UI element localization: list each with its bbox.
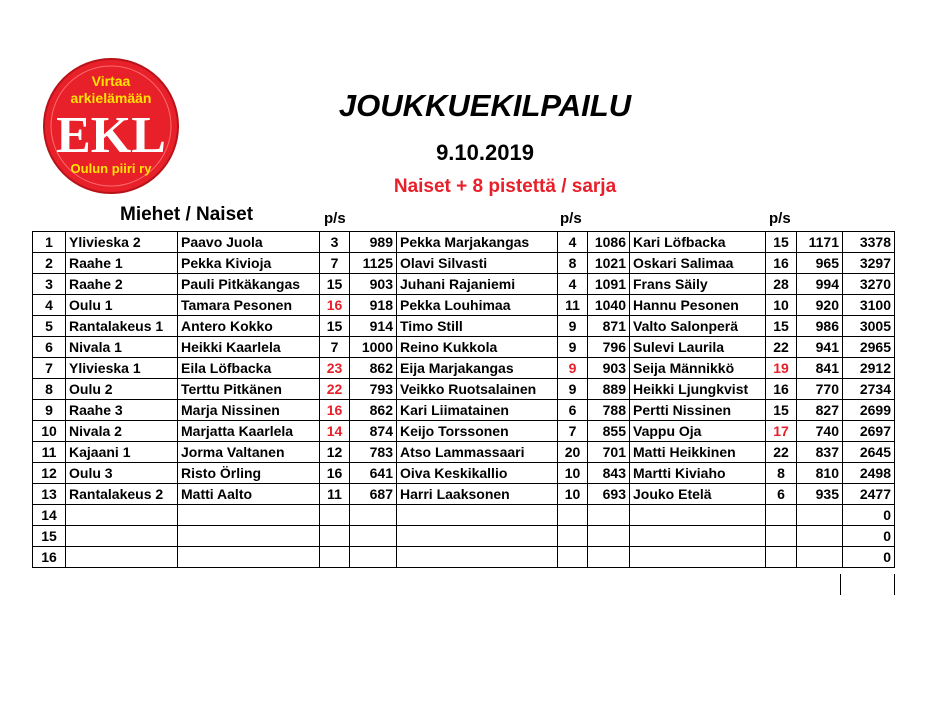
- table-row: [33, 337, 895, 358]
- player-2-result: 855: [588, 421, 630, 442]
- logo-main-text: EKL: [56, 107, 166, 164]
- player-2-result: 796: [588, 337, 630, 358]
- player-3-series: [766, 526, 797, 547]
- team-total: 3270: [843, 274, 895, 295]
- row-number: 15: [33, 526, 66, 547]
- player-1-series: 7: [320, 253, 350, 274]
- player-2-series: 4: [558, 232, 588, 253]
- team-name: Oulu 3: [66, 463, 178, 484]
- team-name: Ylivieska 1: [66, 358, 178, 379]
- player-1-series: 14: [320, 421, 350, 442]
- player-1-result: [350, 526, 397, 547]
- player-2-series: [558, 505, 588, 526]
- player-3-series: 16: [766, 253, 797, 274]
- row-number: 7: [33, 358, 66, 379]
- player-3-result: 810: [797, 463, 843, 484]
- table-row: [33, 253, 895, 274]
- player-1-series: 7: [320, 337, 350, 358]
- player-3-result: 935: [797, 484, 843, 505]
- player-2-name: Juhani Rajaniemi: [397, 274, 558, 295]
- player-3-result: [797, 526, 843, 547]
- player-2-series: [558, 547, 588, 568]
- team-name: Nivala 1: [66, 337, 178, 358]
- player-2-name: Oiva Keskikallio: [397, 463, 558, 484]
- player-1-result: [350, 505, 397, 526]
- player-2-result: 843: [588, 463, 630, 484]
- player-1-result: 918: [350, 295, 397, 316]
- player-3-name: Frans Säily: [630, 274, 766, 295]
- player-2-name: Atso Lammassaari: [397, 442, 558, 463]
- team-total: 0: [843, 526, 895, 547]
- row-number: 12: [33, 463, 66, 484]
- player-1-series: 15: [320, 316, 350, 337]
- player-2-result: 889: [588, 379, 630, 400]
- player-3-result: 1171: [797, 232, 843, 253]
- player-1-series: 11: [320, 484, 350, 505]
- player-2-name: Timo Still: [397, 316, 558, 337]
- player-3-name: Oskari Salimaa: [630, 253, 766, 274]
- row-number: 13: [33, 484, 66, 505]
- team-name: Ylivieska 2: [66, 232, 178, 253]
- table-row: [33, 547, 895, 568]
- player-1-name: Antero Kokko: [178, 316, 320, 337]
- player-2-series: 8: [558, 253, 588, 274]
- player-2-name: Pekka Louhimaa: [397, 295, 558, 316]
- table-row: [33, 274, 895, 295]
- player-1-series: 16: [320, 463, 350, 484]
- team-total: 2645: [843, 442, 895, 463]
- player-1-name: Marja Nissinen: [178, 400, 320, 421]
- player-3-result: 994: [797, 274, 843, 295]
- player-2-result: 701: [588, 442, 630, 463]
- player-3-name: Vappu Oja: [630, 421, 766, 442]
- player-2-name: Veikko Ruotsalainen: [397, 379, 558, 400]
- player-2-series: 11: [558, 295, 588, 316]
- team-total: 2912: [843, 358, 895, 379]
- player-3-name: Heikki Ljungkvist: [630, 379, 766, 400]
- row-number: 9: [33, 400, 66, 421]
- player-1-series: 15: [320, 274, 350, 295]
- row-number: 14: [33, 505, 66, 526]
- logo-top-text: Virtaa: [91, 73, 131, 89]
- player-3-result: 837: [797, 442, 843, 463]
- team-name: Oulu 2: [66, 379, 178, 400]
- team-name: [66, 547, 178, 568]
- player-1-result: 783: [350, 442, 397, 463]
- player-1-result: 903: [350, 274, 397, 295]
- player-1-series: 16: [320, 400, 350, 421]
- player-3-series: 6: [766, 484, 797, 505]
- player-3-result: 841: [797, 358, 843, 379]
- table-row: [33, 505, 895, 526]
- table-row: [33, 358, 895, 379]
- player-3-name: Kari Löfbacka: [630, 232, 766, 253]
- player-1-name: Heikki Kaarlela: [178, 337, 320, 358]
- team-total: 2697: [843, 421, 895, 442]
- team-total: 0: [843, 547, 895, 568]
- player-2-series: 9: [558, 358, 588, 379]
- player-2-name: [397, 526, 558, 547]
- player-1-result: 1000: [350, 337, 397, 358]
- player-2-name: Olavi Silvasti: [397, 253, 558, 274]
- player-1-name: Eila Löfbacka: [178, 358, 320, 379]
- player-2-series: 9: [558, 337, 588, 358]
- row-number: 5: [33, 316, 66, 337]
- team-name: Rantalakeus 1: [66, 316, 178, 337]
- player-2-name: [397, 547, 558, 568]
- ps-header-1: p/s: [324, 210, 346, 227]
- logo-top-text-2: arkielämään: [70, 90, 152, 106]
- table-tail-line: [894, 574, 895, 595]
- table-row: [33, 421, 895, 442]
- player-1-result: 874: [350, 421, 397, 442]
- player-1-name: Pekka Kivioja: [178, 253, 320, 274]
- team-name: [66, 526, 178, 547]
- row-number: 8: [33, 379, 66, 400]
- player-1-name: Matti Aalto: [178, 484, 320, 505]
- team-name: [66, 505, 178, 526]
- player-2-result: [588, 505, 630, 526]
- player-3-series: 15: [766, 400, 797, 421]
- team-name: Raahe 2: [66, 274, 178, 295]
- team-name: Rantalakeus 2: [66, 484, 178, 505]
- player-2-series: 10: [558, 463, 588, 484]
- table-row: [33, 442, 895, 463]
- player-3-result: 770: [797, 379, 843, 400]
- player-3-name: Matti Heikkinen: [630, 442, 766, 463]
- player-2-name: Harri Laaksonen: [397, 484, 558, 505]
- player-2-name: Eija Marjakangas: [397, 358, 558, 379]
- team-total: 3100: [843, 295, 895, 316]
- player-3-result: [797, 547, 843, 568]
- player-3-name: [630, 526, 766, 547]
- player-1-name: [178, 526, 320, 547]
- player-2-result: [588, 547, 630, 568]
- ekl-logo: [42, 57, 180, 195]
- player-2-result: 693: [588, 484, 630, 505]
- player-1-result: 687: [350, 484, 397, 505]
- player-2-series: 10: [558, 484, 588, 505]
- document-title: JOUKKUEKILPAILU: [338, 88, 632, 123]
- player-3-series: 22: [766, 337, 797, 358]
- player-2-result: 1091: [588, 274, 630, 295]
- player-3-series: 8: [766, 463, 797, 484]
- player-1-name: Paavo Juola: [178, 232, 320, 253]
- player-2-result: 1040: [588, 295, 630, 316]
- table-row: [33, 463, 895, 484]
- player-2-name: Pekka Marjakangas: [397, 232, 558, 253]
- player-3-result: [797, 505, 843, 526]
- player-1-series: [320, 547, 350, 568]
- row-number: 10: [33, 421, 66, 442]
- team-total: 2965: [843, 337, 895, 358]
- player-3-name: Sulevi Laurila: [630, 337, 766, 358]
- table-row: [33, 295, 895, 316]
- player-3-result: 965: [797, 253, 843, 274]
- team-name: Raahe 3: [66, 400, 178, 421]
- player-1-series: 3: [320, 232, 350, 253]
- team-total: 3378: [843, 232, 895, 253]
- player-3-series: [766, 505, 797, 526]
- player-2-result: 871: [588, 316, 630, 337]
- player-3-result: 986: [797, 316, 843, 337]
- player-1-result: 793: [350, 379, 397, 400]
- player-1-result: 1125: [350, 253, 397, 274]
- player-1-result: 914: [350, 316, 397, 337]
- player-3-series: 22: [766, 442, 797, 463]
- team-name: Kajaani 1: [66, 442, 178, 463]
- player-2-series: [558, 526, 588, 547]
- player-3-series: 10: [766, 295, 797, 316]
- table-row: [33, 400, 895, 421]
- row-number: 2: [33, 253, 66, 274]
- table-row: [33, 379, 895, 400]
- player-1-name: Tamara Pesonen: [178, 295, 320, 316]
- player-1-name: Terttu Pitkänen: [178, 379, 320, 400]
- player-1-result: [350, 547, 397, 568]
- player-3-name: Pertti Nissinen: [630, 400, 766, 421]
- player-3-name: [630, 505, 766, 526]
- player-2-result: 903: [588, 358, 630, 379]
- player-1-result: 862: [350, 400, 397, 421]
- player-1-name: [178, 505, 320, 526]
- player-3-series: 28: [766, 274, 797, 295]
- row-number: 6: [33, 337, 66, 358]
- player-2-result: [588, 526, 630, 547]
- player-3-series: 16: [766, 379, 797, 400]
- competition-date: 9.10.2019: [436, 140, 534, 165]
- series-header: Miehet / Naiset: [120, 204, 254, 225]
- player-3-name: Seija Männikkö: [630, 358, 766, 379]
- row-number: 16: [33, 547, 66, 568]
- team-total: 2477: [843, 484, 895, 505]
- player-3-name: [630, 547, 766, 568]
- row-number: 3: [33, 274, 66, 295]
- player-3-result: 827: [797, 400, 843, 421]
- row-number: 4: [33, 295, 66, 316]
- player-3-name: Jouko Etelä: [630, 484, 766, 505]
- player-3-name: Valto Salonperä: [630, 316, 766, 337]
- ps-header-2: p/s: [560, 210, 582, 227]
- player-2-series: 7: [558, 421, 588, 442]
- player-2-series: 9: [558, 379, 588, 400]
- player-1-series: 23: [320, 358, 350, 379]
- player-1-result: 862: [350, 358, 397, 379]
- player-3-series: 15: [766, 232, 797, 253]
- logo-bottom-text: Oulun piiri ry: [70, 161, 152, 176]
- table-row: [33, 526, 895, 547]
- table-row: [33, 316, 895, 337]
- player-3-series: 15: [766, 316, 797, 337]
- player-1-series: 22: [320, 379, 350, 400]
- player-2-name: Kari Liimatainen: [397, 400, 558, 421]
- player-3-series: [766, 547, 797, 568]
- player-2-series: 20: [558, 442, 588, 463]
- player-3-name: Martti Kiviaho: [630, 463, 766, 484]
- player-3-name: Hannu Pesonen: [630, 295, 766, 316]
- player-2-name: Keijo Torssonen: [397, 421, 558, 442]
- team-total: 3005: [843, 316, 895, 337]
- team-total: 2498: [843, 463, 895, 484]
- table-row: [33, 484, 895, 505]
- player-1-name: Marjatta Kaarlela: [178, 421, 320, 442]
- player-1-series: 12: [320, 442, 350, 463]
- team-name: Raahe 1: [66, 253, 178, 274]
- player-1-series: 16: [320, 295, 350, 316]
- player-3-result: 740: [797, 421, 843, 442]
- player-1-result: 989: [350, 232, 397, 253]
- table-row: [33, 232, 895, 253]
- player-2-series: 9: [558, 316, 588, 337]
- player-2-name: Reino Kukkola: [397, 337, 558, 358]
- player-1-name: Risto Örling: [178, 463, 320, 484]
- player-2-result: 1086: [588, 232, 630, 253]
- team-total: 2699: [843, 400, 895, 421]
- player-1-name: Pauli Pitkäkangas: [178, 274, 320, 295]
- player-3-series: 19: [766, 358, 797, 379]
- row-number: 1: [33, 232, 66, 253]
- player-2-name: [397, 505, 558, 526]
- player-1-result: 641: [350, 463, 397, 484]
- player-3-series: 17: [766, 421, 797, 442]
- player-2-series: 4: [558, 274, 588, 295]
- player-2-result: 1021: [588, 253, 630, 274]
- player-2-result: 788: [588, 400, 630, 421]
- results-table: [32, 231, 895, 568]
- player-3-result: 920: [797, 295, 843, 316]
- player-1-name: Jorma Valtanen: [178, 442, 320, 463]
- player-1-name: [178, 547, 320, 568]
- ps-header-3: p/s: [769, 210, 791, 227]
- team-total: 0: [843, 505, 895, 526]
- player-1-series: [320, 505, 350, 526]
- player-1-series: [320, 526, 350, 547]
- team-total: 2734: [843, 379, 895, 400]
- team-name: Oulu 1: [66, 295, 178, 316]
- row-number: 11: [33, 442, 66, 463]
- table-tail-line: [840, 574, 841, 595]
- player-3-result: 941: [797, 337, 843, 358]
- team-total: 3297: [843, 253, 895, 274]
- team-name: Nivala 2: [66, 421, 178, 442]
- scoring-note: Naiset + 8 pistettä / sarja: [393, 176, 617, 197]
- player-2-series: 6: [558, 400, 588, 421]
